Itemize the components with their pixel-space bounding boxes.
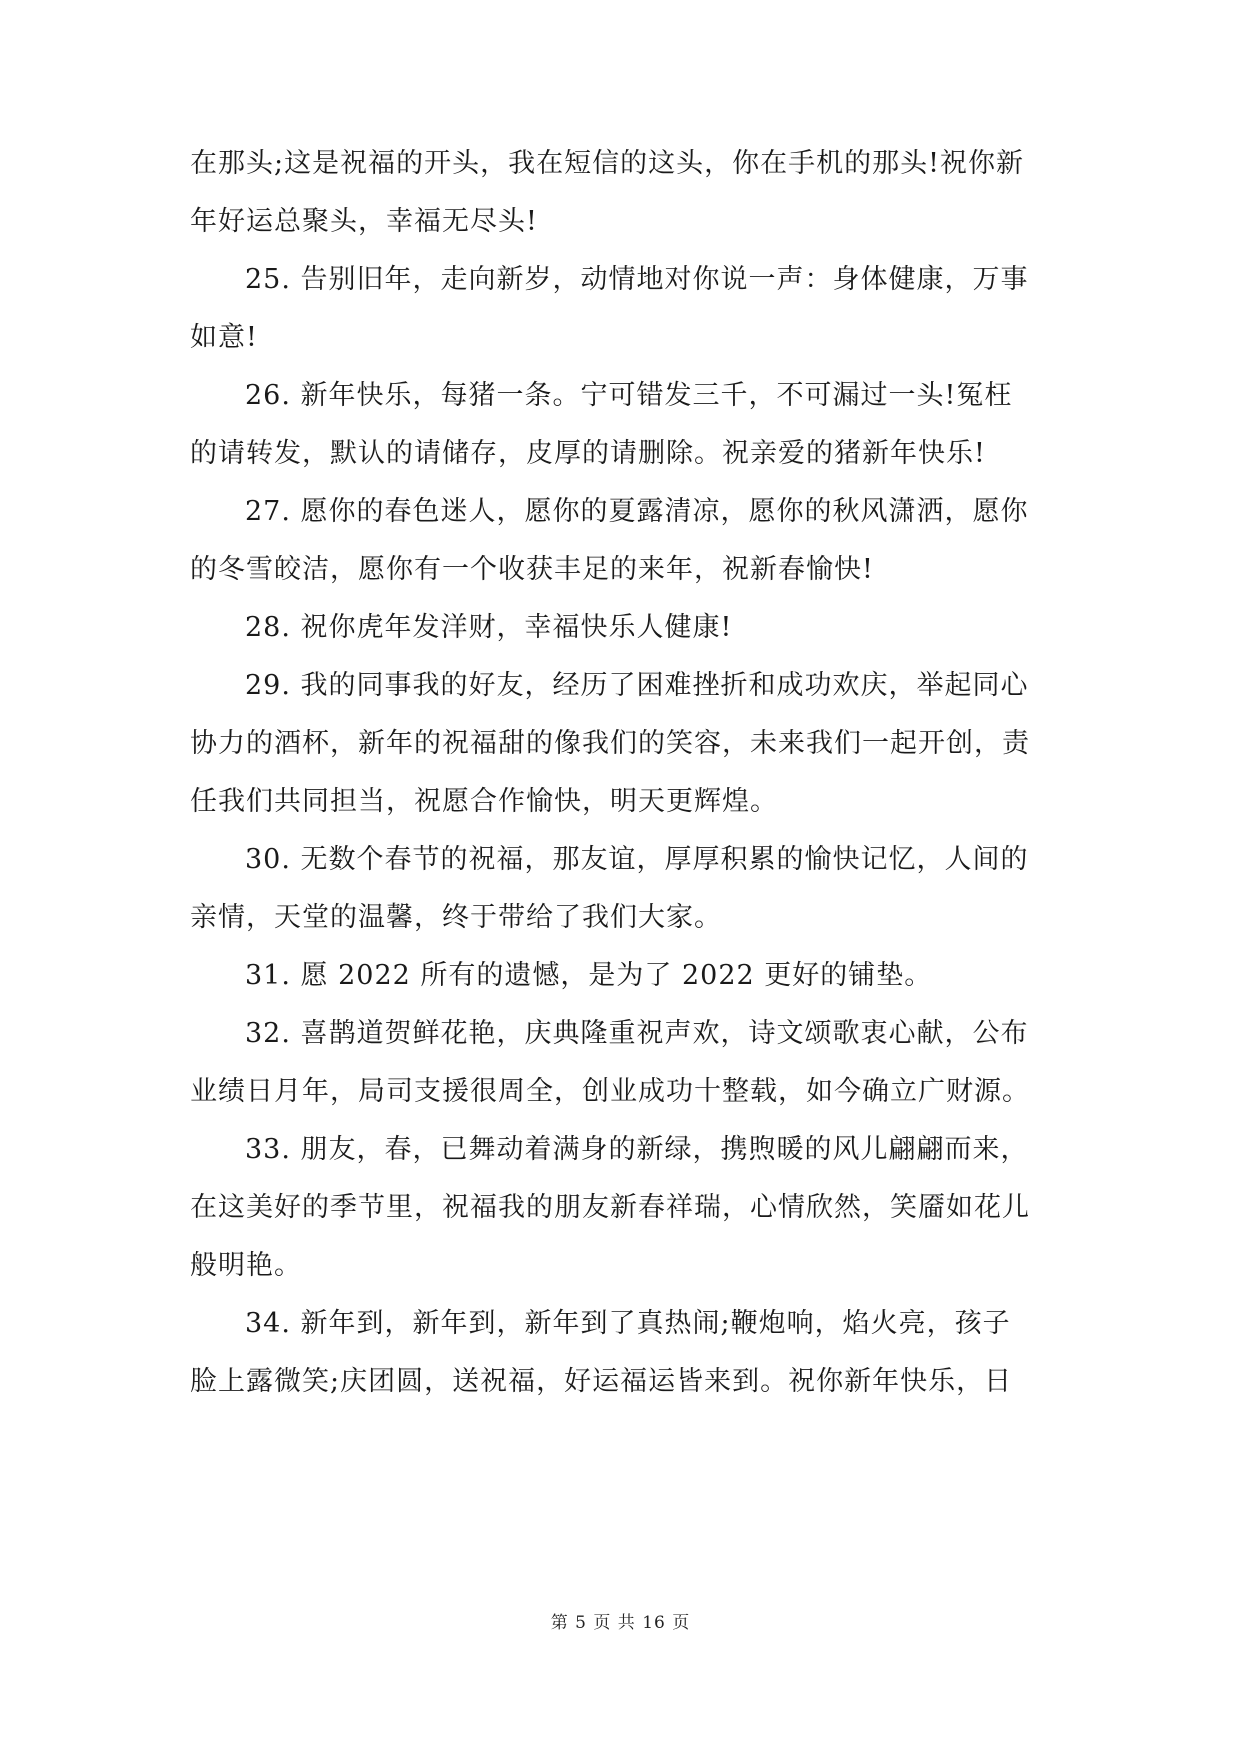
text-line: 的请转发，默认的请储存，皮厚的请删除。祝亲爱的猪新年快乐! <box>190 438 986 469</box>
text-line: 业绩日月年，局司支援很周全，创业成功十整载，如今确立广财源。 <box>190 1076 1030 1107</box>
paragraph-28-line: 28. 祝你虎年发洋财，幸福快乐人健康! <box>245 612 733 643</box>
text-line: 协力的酒杯，新年的祝福甜的像我们的笑容，未来我们一起开创，责 <box>190 728 1030 759</box>
text-line: 如意! <box>190 322 258 353</box>
text-line: 年好运总聚头，幸福无尽头! <box>190 206 538 237</box>
paragraph-31-line: 31. 愿 2022 所有的遗憾，是为了 2022 更好的铺垫。 <box>245 960 933 991</box>
paragraph-34-line: 34. 新年到，新年到，新年到了真热闹;鞭炮响，焰火亮，孩子 <box>245 1308 1011 1339</box>
text-line: 任我们共同担当，祝愿合作愉快，明天更辉煌。 <box>190 786 778 817</box>
paragraph-27-line: 27. 愿你的春色迷人，愿你的夏露清凉，愿你的秋风潇洒，愿你 <box>245 496 1029 527</box>
text-line: 在这美好的季节里，祝福我的朋友新春祥瑞，心情欣然，笑靥如花儿 <box>190 1192 1030 1223</box>
paragraph-25-line: 25. 告别旧年，走向新岁，动情地对你说一声：身体健康，万事 <box>245 264 1029 295</box>
text-line: 在那头;这是祝福的开头，我在短信的这头，你在手机的那头!祝你新 <box>190 148 1024 179</box>
page-number-footer: 第 5 页 共 16 页 <box>550 1613 691 1633</box>
paragraph-32-line: 32. 喜鹊道贺鲜花艳，庆典隆重祝声欢，诗文颂歌衷心献，公布 <box>245 1018 1029 1049</box>
text-line: 亲情，天堂的温馨，终于带给了我们大家。 <box>190 902 722 933</box>
text-line: 的冬雪皎洁，愿你有一个收获丰足的来年，祝新春愉快! <box>190 554 874 585</box>
paragraph-26-line: 26. 新年快乐，每猪一条。宁可错发三千，不可漏过一头!冤枉 <box>245 380 1013 411</box>
paragraph-30-line: 30. 无数个春节的祝福，那友谊，厚厚积累的愉快记忆，人间的 <box>245 844 1029 875</box>
text-line: 脸上露微笑;庆团圆，送祝福，好运福运皆来到。祝你新年快乐，日 <box>190 1366 1013 1397</box>
paragraph-29-line: 29. 我的同事我的好友，经历了困难挫折和成功欢庆，举起同心 <box>245 670 1029 701</box>
text-line: 般明艳。 <box>190 1250 302 1281</box>
paragraph-33-line: 33. 朋友，春，已舞动着满身的新绿，携煦暖的风儿翩翩而来， <box>245 1134 1029 1165</box>
